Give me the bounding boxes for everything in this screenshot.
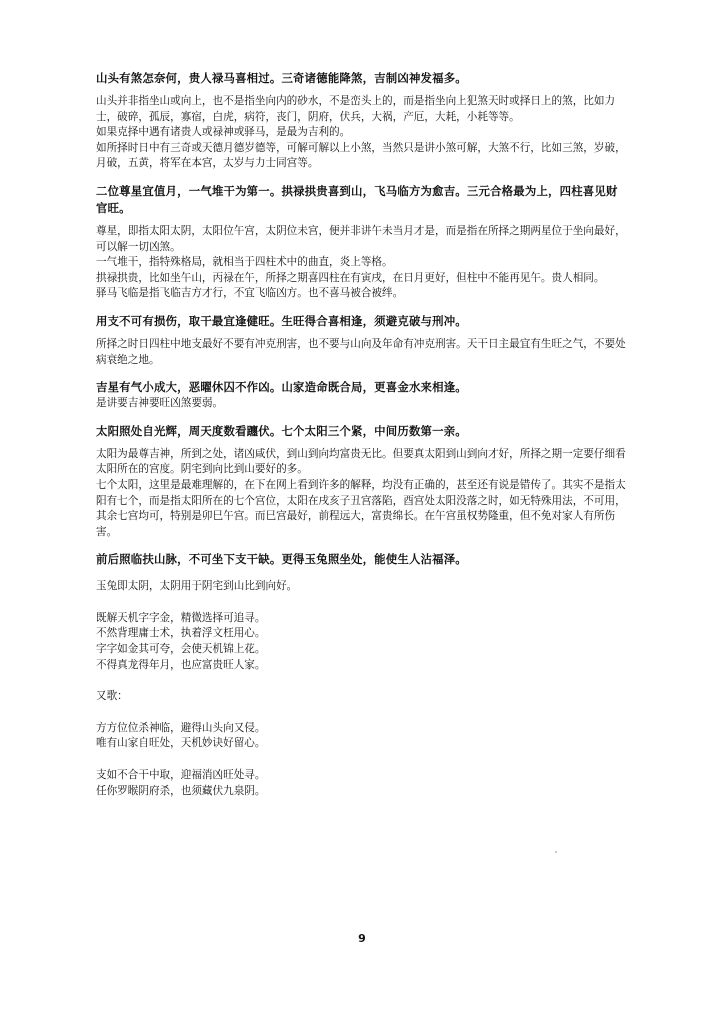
poem-line: 既解天机字字金，精微选择可追寻。 [96,611,266,624]
poem-line: 唯有山家自旺处，天机妙诀好留心。 [96,737,266,750]
poem-line: 字字如金其可夸，会使天机锦上花。 [96,643,266,656]
poem-block [96,611,628,673]
paragraph: 玉兔即太阴，太阴用于阴宅到山比到向好。 [96,580,298,593]
page-number: 9 [358,932,366,945]
scan-speck [555,851,557,853]
section-heading: 二位尊星宜值月，一气堆干为第一。拱禄拱贵喜到山，飞马临方为愈吉。三元合格最为上，四柱喜见财官旺。 [96,183,618,215]
paragraph: 太阳为最尊吉神，所到之处，诸凶咸伏，到山到向均富贵无比。但要真太阳到山到向才好，所择之期一定要仔细看太阳所在的宫度。阴宅到向比到山要好的多。 [96,447,626,476]
poem-block [96,768,628,799]
paragraph: 驿马飞临是指飞临吉方才行，不宜飞临凶方。也不喜马被合被绊。 [96,287,404,300]
poem-block [96,721,628,752]
section-heading: 用支不可有损伤，取干最宜逢健旺。生旺得合喜相逢，须避克破与刑冲。 [96,313,467,328]
section-heading: 前后照临扶山脉，不可坐下支干缺。更得玉兔照坐处，能使生人沾福泽。 [96,552,467,567]
poem-line: 支如不合干中取，迎福消凶旺处寻。 [96,769,266,782]
paragraph: 如所择时日中有三奇或天德月德岁德等，可解可解以上小煞，当然只是讲小煞可解，大煞不行，比如三煞，岁破，月破，五黄，将军在本宫，太岁与力士同宫等。 [96,141,626,170]
paragraph: 拱禄拱贵，比如坐午山，丙禄在午，所择之期喜四柱在有寅戌，在日月更好，但柱中不能再见午。贵人相同。 [96,271,605,284]
poem-line: 不得真龙得年月，也应富贵旺人家。 [96,658,266,671]
paragraph: 山头并非指坐山或向上，也不是指坐向内的砂水，不是峦头上的，而是指坐向上犯煞天时或择日上的煞，比如力士，破碎，孤辰，寡宿，白虎，病符，丧门，阴府，伏兵，大祸，产厄，大耗，小耗等等。 [96,95,616,123]
poem-line: 方方位位杀神临，避得山头向又侵。 [96,721,266,734]
section-heading: 吉星有气小成大，恶曜休囚不作凶。山家造命既合局，更喜金水来相逢。 [96,380,467,395]
document-body [96,70,628,799]
song-label: 又歌： [96,690,128,703]
paragraph: 尊星，即指太阳太阴，太阳位午宫，太阴位未宫，便并非讲午未当月才是，而是指在所择之期两星位于坐向最好，可以解一切凶煞。 [96,224,626,253]
poem-line: 任你罗睺阴府杀，也须藏伏九泉阴。 [96,784,266,797]
paragraph: 一气堆干，指特殊格局，就相当于四柱术中的曲直，炎上等格。 [96,256,393,269]
paragraph: 是讲要吉神要旺凶煞要弱。 [96,397,224,410]
section-heading: 山头有煞怎奈何，贵人禄马喜相过。三奇诸德能降煞，吉制凶神发福多。 [96,71,467,85]
paragraph: 所择之时日四柱中地支最好不要有冲克刑害，也不要与山向及年命有冲克刑害。天干日主最宜有生旺之气，不要处病衰绝之地。 [96,337,626,366]
poem-line: 不然背理庸士术，执着浮文枉用心。 [96,627,266,640]
paragraph: 如果克择中遇有诸贵人或禄神或驿马，是最为吉利的。 [96,126,351,139]
section-heading: 太阳照处自光辉，周天度数看躔伏。七个太阳三个紧，中间历数第一亲。 [96,423,467,438]
paragraph: 七个太阳，这里是最难理解的，在下在网上看到许多的解释，均没有正确的，甚至还有说是错传了。其实不是指太阳有七个，而是指太阳所在的七个宫位，太阳在戌亥子丑宫落陷，酉宫处太阳没落之时，如无特殊用法，不可用，其余七宫均可，特别是卯巳午宫。而巳宫最好，前程远大，富贵绵长。在午宫虽权势隆重，但不免对家人有所伤害。 [96,478,626,538]
